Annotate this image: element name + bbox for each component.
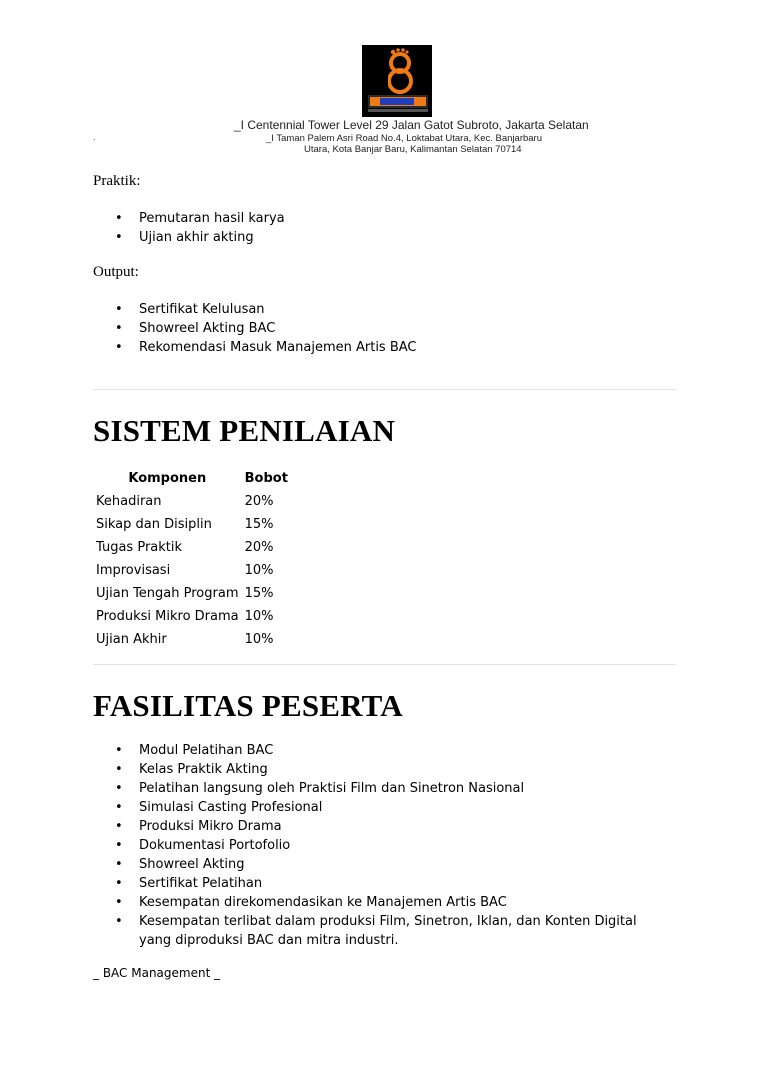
list-item: • Pelatihan langsung oleh Praktisi Film dan Sinetron Nasional bbox=[93, 779, 663, 798]
table-row bbox=[93, 605, 291, 628]
bobot-cell: 20% bbox=[244, 540, 274, 555]
list-item: • Dokumentasi Portofolio bbox=[93, 836, 663, 855]
table-row bbox=[93, 628, 291, 651]
table-row bbox=[93, 582, 291, 605]
list-item: • Simulasi Casting Profesional bbox=[93, 798, 663, 817]
praktik-list bbox=[93, 209, 683, 247]
komponen-cell: Sikap dan Disiplin bbox=[96, 517, 212, 532]
address-line-1: _I Centennial Tower Level 29 Jalan Gatot Subroto, Jakarta Selatan bbox=[234, 118, 589, 132]
list-item: • Ujian akhir akting bbox=[93, 228, 683, 247]
list-item: • Kelas Praktik Akting bbox=[93, 760, 663, 779]
table-row bbox=[93, 490, 291, 513]
table-row bbox=[93, 559, 291, 582]
list-item: • Sertifikat Kelulusan bbox=[93, 300, 683, 319]
bobot-cell: 20% bbox=[244, 494, 274, 509]
list-item: • Pemutaran hasil karya bbox=[93, 209, 683, 228]
margin-mark: . bbox=[93, 132, 96, 142]
fasilitas-peserta-heading: FASILITAS PESERTA bbox=[93, 688, 403, 723]
bobot-cell: 15% bbox=[244, 586, 274, 601]
address-line-2: _I Taman Palem Asri Road No.4, Loktabat Utara, Kec. Banjarbaru bbox=[266, 133, 543, 144]
column-header-komponen: Komponen bbox=[128, 471, 207, 486]
list-item: • Rekomendasi Masuk Manajemen Artis BAC bbox=[93, 338, 683, 357]
list-item: • Sertifikat Pelatihan bbox=[93, 874, 663, 893]
bobot-cell: 10% bbox=[244, 632, 274, 647]
list-item: • Modul Pelatihan BAC bbox=[93, 741, 663, 760]
fasilitas-list bbox=[93, 741, 663, 950]
list-item: • Produksi Mikro Drama bbox=[93, 817, 663, 836]
section-divider bbox=[93, 389, 676, 390]
praktik-label: Praktik: bbox=[93, 173, 141, 189]
list-item: • Kesempatan terlibat dalam produksi Film, Sinetron, Iklan, dan Konten Digital yang diproduksi BAC dan mitra industri. bbox=[93, 912, 663, 950]
komponen-cell: Improvisasi bbox=[96, 563, 171, 578]
section-divider bbox=[93, 664, 676, 665]
sistem-penilaian-heading: SISTEM PENILAIAN bbox=[93, 413, 396, 448]
komponen-cell: Ujian Tengah Program bbox=[96, 586, 239, 601]
komponen-cell: Produksi Mikro Drama bbox=[96, 609, 239, 624]
logo-graphic bbox=[362, 45, 432, 117]
footer-signature: _ BAC Management _ bbox=[93, 966, 221, 980]
list-item: • Showreel Akting BAC bbox=[93, 319, 683, 338]
list-item: • Showreel Akting bbox=[93, 855, 663, 874]
column-header-bobot: Bobot bbox=[244, 471, 288, 486]
komponen-cell: Ujian Akhir bbox=[96, 632, 167, 647]
bobot-cell: 15% bbox=[244, 517, 274, 532]
output-label: Output: bbox=[93, 264, 139, 280]
table-header-row bbox=[93, 467, 291, 490]
table-row bbox=[93, 513, 291, 536]
komponen-cell: Tugas Praktik bbox=[96, 540, 183, 555]
bobot-cell: 10% bbox=[244, 563, 274, 578]
bobot-cell: 10% bbox=[244, 609, 274, 624]
bac-logo bbox=[362, 45, 432, 117]
grading-table bbox=[93, 467, 291, 651]
output-list bbox=[93, 300, 683, 357]
list-item: • Kesempatan direkomendasikan ke Manajemen Artis BAC bbox=[93, 893, 663, 912]
komponen-cell: Kehadiran bbox=[96, 494, 162, 509]
table-row bbox=[93, 536, 291, 559]
address-line-3: Utara, Kota Banjar Baru, Kalimantan Selatan 70714 bbox=[304, 144, 522, 155]
